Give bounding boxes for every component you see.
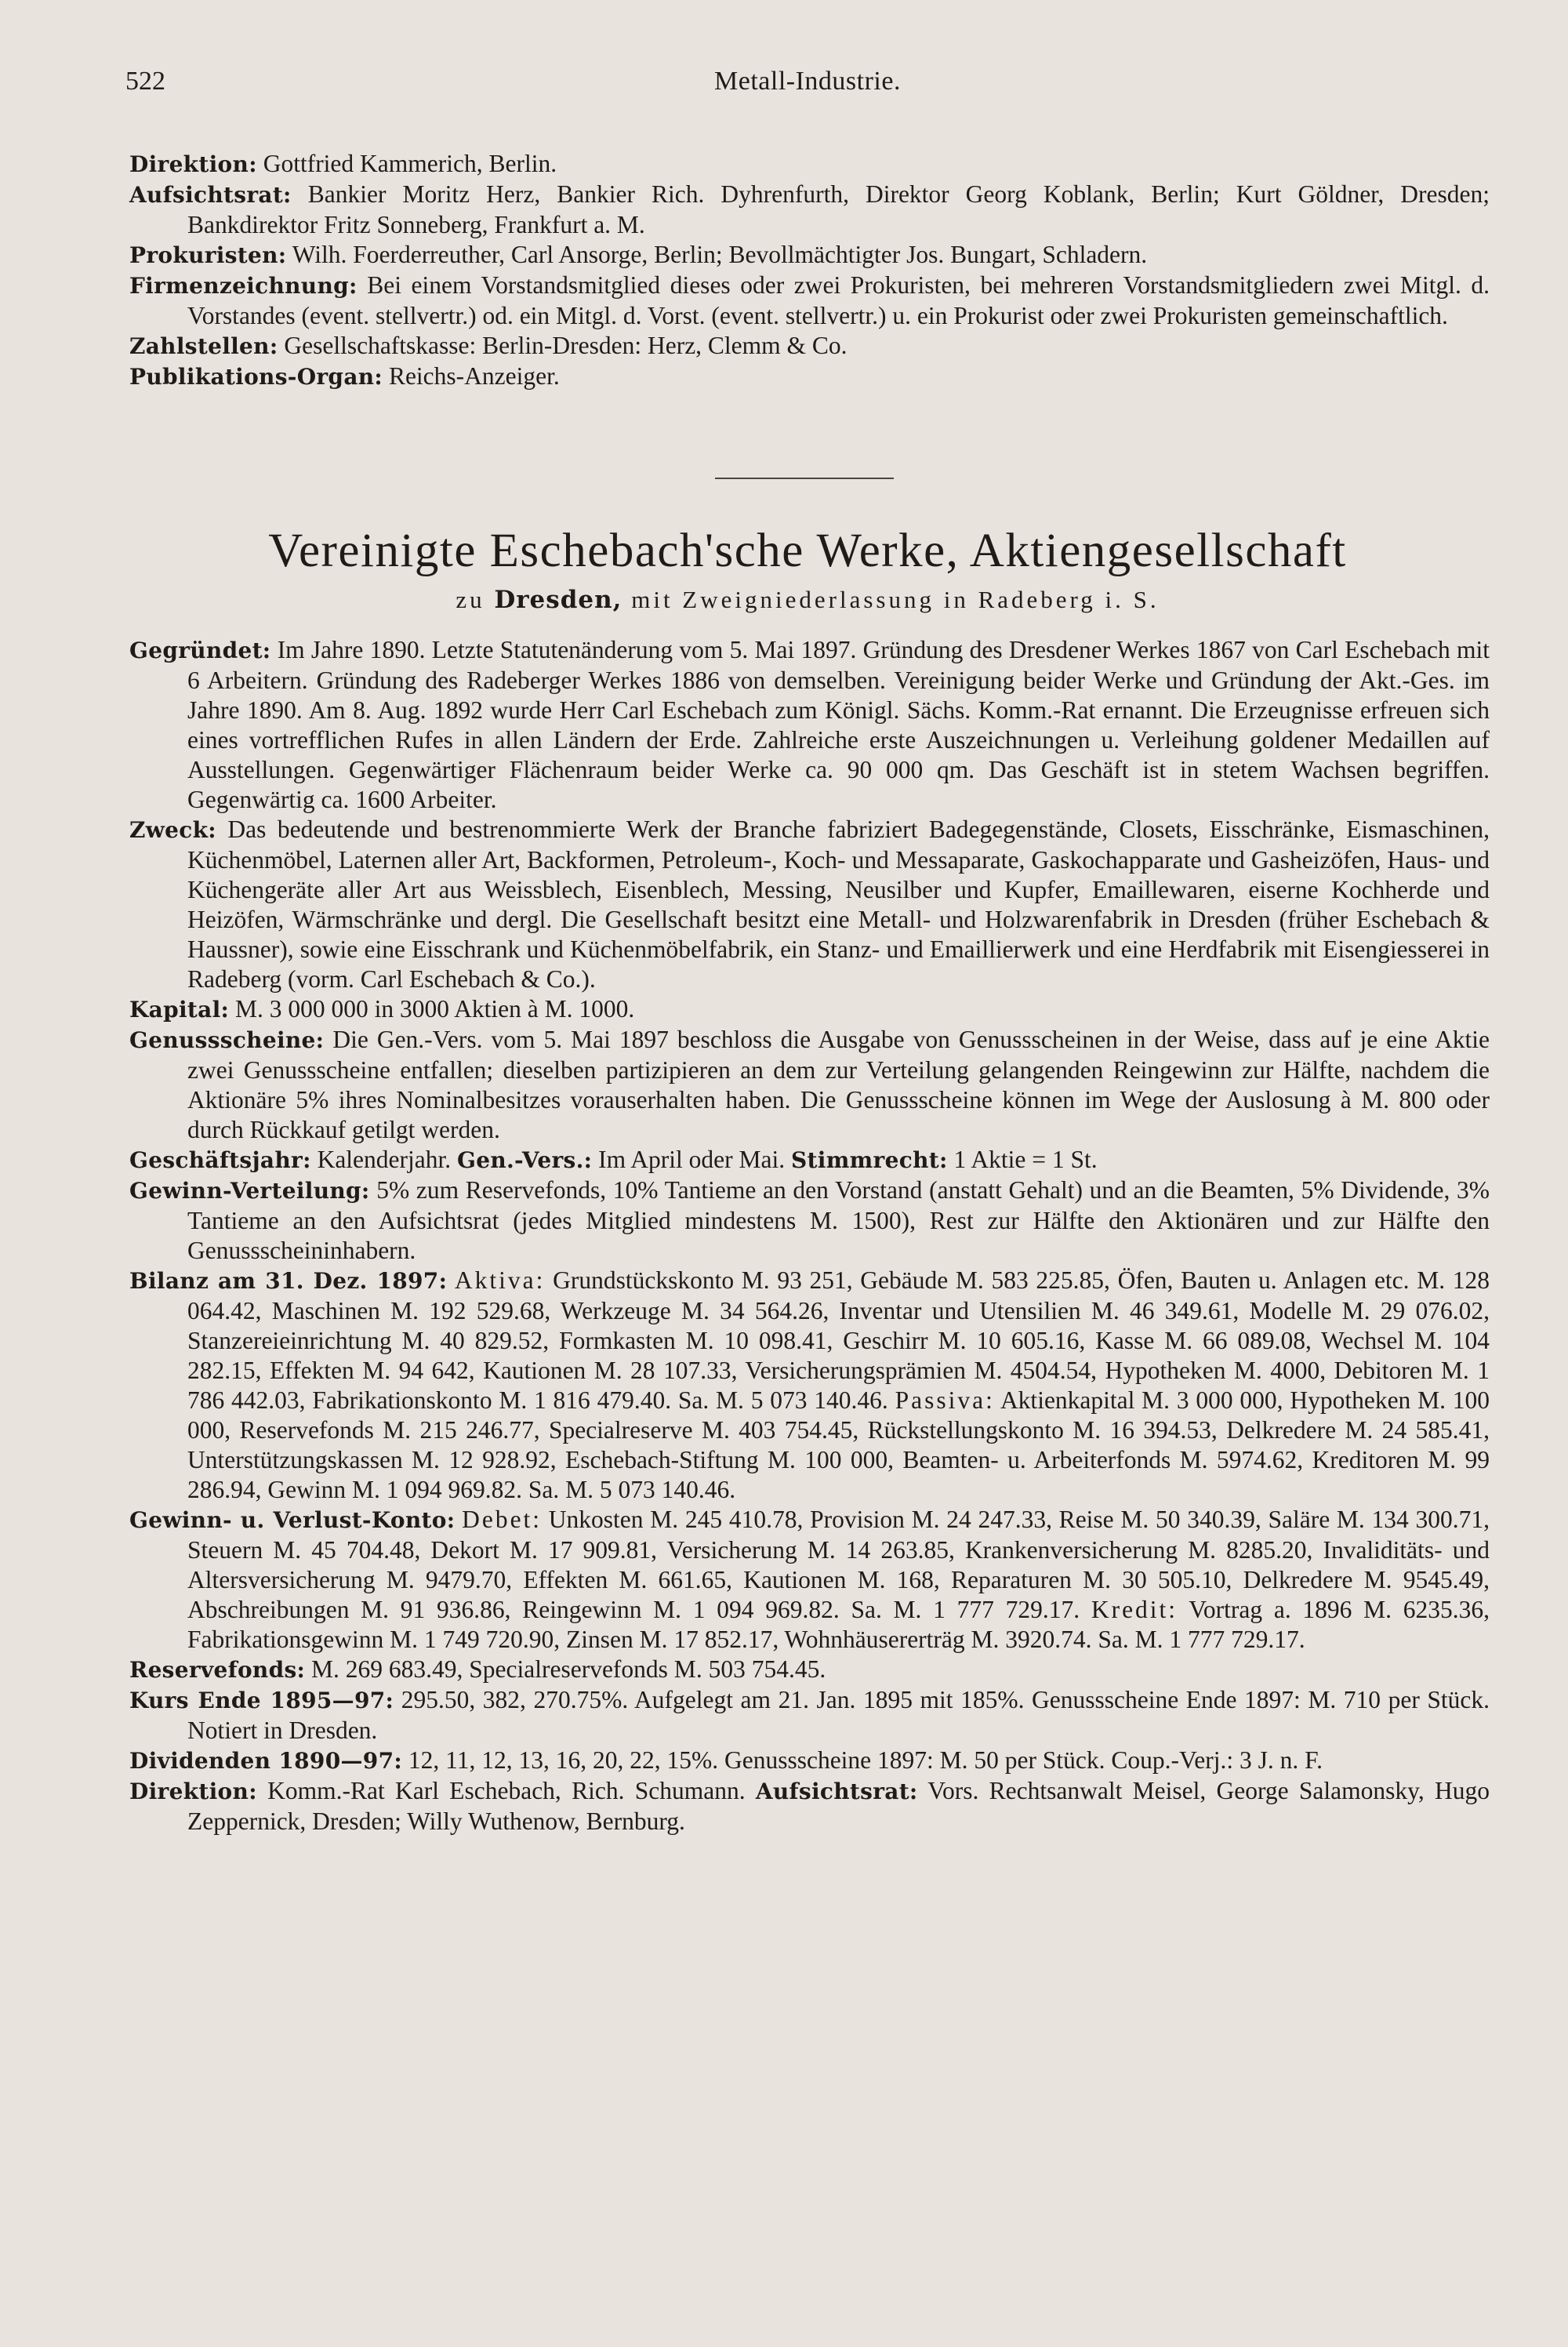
entry-gegruendet — [129, 635, 1490, 815]
bilanz-passiva-label: Passiva: — [895, 1386, 995, 1414]
entry-text: M. 3 000 000 in 3000 Aktien à M. 1000. — [235, 995, 635, 1023]
entry-label: Direktion: — [129, 151, 257, 177]
section-divider — [715, 478, 894, 479]
running-head — [125, 67, 1490, 106]
entry-text: Reichs-Anzeiger. — [388, 362, 560, 390]
entry-text-stimmrecht: 1 Aktie = 1 St. — [953, 1146, 1098, 1173]
entry-label: Publikations-Organ: — [129, 364, 383, 390]
entry-geschaeftsjahr — [129, 1145, 1490, 1175]
entry-aufsichtsrat-prev — [129, 180, 1490, 240]
entry-prokuristen-prev — [129, 240, 1490, 271]
entry-label: Kapital: — [129, 997, 230, 1023]
entry-text: 12, 11, 12, 13, 16, 20, 22, 15%. Genussscheine 1897: M. 50 per Stück. Coup.-Verj.: 3 J. n. F. — [408, 1746, 1323, 1774]
entry-text-gen-vers: Im April oder Mai. — [598, 1146, 786, 1173]
entry-label: Direktion: — [129, 1778, 257, 1804]
entry-label: Gewinn- u. Verlust-Konto: — [129, 1507, 456, 1533]
entry-label: Geschäftsjahr: — [129, 1147, 311, 1173]
entry-direktion-prev — [129, 149, 1490, 180]
entry-text: Die Gen.-Vers. vom 5. Mai 1897 beschloss die Ausgabe von Genussscheinen in der Weise, dass auf je eine Aktie zwei Genussscheine entfallen; dieselben partizipieren an dem zur Verteilung gelangenden Reingewinn zur Hälfte, nachdem die Aktionäre 5% ihres Nominalbesitzes vorauserhalten haben. Die Genussscheine können im Wege der Auslosung à M. 800 oder durch Rückkauf getilgt werden. — [187, 1026, 1490, 1143]
company-subtitle — [125, 586, 1490, 614]
bilanz-aktiva-text: Grundstückskonto M. 93 251, Gebäude M. 583 225.85, Öfen, Bauten u. Anlagen etc. M. 128 064.42, Maschinen M. 192 529.68, Werkzeuge M. 34 564.26, Inventar und Utensilien M. 46 349.61, Modelle M. 29 076.02, Stanzereieinrichtung M. 40 829.52, Formkasten M. 10 098.41, Geschirr M. 10 605.16, Kasse M. 66 089.08, Wechsel M. 104 282.15, Effekten M. 94 642, Kautionen M. 28 107.33, Versicherungsprämien M. 4504.54, Hypotheken M. 4000, Debitoren M. 1 786 442.03, Fabrikationskonto M. 1 816 479.40. Sa. M. 5 073 140.46. — [187, 1266, 1490, 1414]
entry-text: 5% zum Reservefonds, 10% Tantieme an den Vorstand (anstatt Gehalt) und an die Beamten, 5% Dividende, 3% Tantieme an den Aufsichtsrat (jedes Mitglied mindestens M. 1500), Rest zur Hälfte den Aktionären und zur Hälfte den Genussscheininhabern. — [187, 1176, 1490, 1264]
entry-label: Genussscheine: — [129, 1027, 325, 1053]
entry-kurs — [129, 1685, 1490, 1746]
entry-dividenden — [129, 1746, 1490, 1776]
previous-company-section — [129, 149, 1490, 392]
entry-label: Gewinn-Verteilung: — [129, 1178, 370, 1204]
entry-gewinn-verteilung — [129, 1175, 1490, 1266]
company-entries — [129, 635, 1490, 1837]
entry-text: Gottfried Kammerich, Berlin. — [263, 150, 557, 177]
entry-text-aufsichtsrat: Vors. Rechtsanwalt Meisel, George Salamonsky, Hugo Zeppernick, Dresden; Willy Wuthenow, Bernburg. — [187, 1777, 1490, 1835]
entry-label: Aufsichtsrat: — [129, 182, 292, 208]
company-title: Vereinigte Eschebach'sche Werke, Aktiengesellschaft — [268, 525, 1347, 577]
entry-label: Zahlstellen: — [129, 333, 278, 359]
entry-label: Gegründet: — [129, 638, 271, 663]
entry-label: Firmenzeichnung: — [129, 273, 358, 299]
running-title: Metall-Industrie. — [714, 67, 901, 96]
entry-label: Reservefonds: — [129, 1657, 306, 1683]
entry-publikations-organ-prev — [129, 361, 1490, 392]
gv-kredit-label: Kredit: — [1091, 1596, 1178, 1623]
entry-label: Dividenden 1890—97: — [129, 1748, 403, 1774]
entry-text: Bankier Moritz Herz, Bankier Rich. Dyhrenfurth, Direktor Georg Koblank, Berlin; Kurt Göldner, Dresden; Bankdirektor Fritz Sonneberg, Frankfurt a. M. — [187, 180, 1490, 238]
entry-bilanz — [129, 1266, 1490, 1505]
entry-zahlstellen-prev — [129, 331, 1490, 361]
gv-debet-label: Debet: — [462, 1506, 543, 1533]
entry-kapital — [129, 994, 1490, 1025]
subtitle-prefix: zu — [456, 586, 485, 613]
bilanz-passiva-text: Aktienkapital M. 3 000 000, Hypotheken M. 100 000, Reservefonds M. 215 246.77, Specialreserve M. 403 754.45, Rückstellungskonto M. 16 394.53, Delkredere M. 24 585.41, Unterstützungskassen M. 12 928.92, Eschebach-Stiftung M. 100 000, Beamten- u. Arbeiterfonds M. 5974.62, Kreditoren M. 99 286.94, Gewinn M. 1 094 969.82. Sa. M. 5 073 140.46. — [187, 1386, 1490, 1503]
entry-label: Kurs Ende 1895—97: — [129, 1688, 394, 1713]
entry-firmenzeichnung-prev — [129, 271, 1490, 331]
entry-label-aufsichtsrat: Aufsichtsrat: — [755, 1778, 918, 1804]
entry-text: M. 269 683.49, Specialreservefonds M. 503 754.45. — [311, 1655, 826, 1683]
gv-kredit-text: Vortrag a. 1896 M. 6235.36, Fabrikationsgewinn M. 1 749 720.90, Zinsen M. 17 852.17, Wohnhäusererträg M. 3920.74. Sa. M. 1 777 729.17. — [187, 1596, 1490, 1653]
entry-text: Im Jahre 1890. Letzte Statutenänderung vom 5. Mai 1897. Gründung des Dresdener Werkes 1867 von Carl Eschebach mit 6 Arbeitern. Gründung des Radeberger Werkes 1886 von demselben. Vereinigung beider Werke und Gründung der Akt.-Ges. im Jahre 1890. Am 8. Aug. 1892 wurde Herr Carl Eschebach zum Königl. Sächs. Komm.-Rat ernannt. Die Erzeugnisse erfreuen sich eines vortrefflichen Rufes in allen Ländern der Erde. Zahlreiche erste Auszeichnungen u. Verleihung goldener Medaillen auf Ausstellungen. Gegenwärtiger Flächenraum beider Werke ca. 90 000 qm. Das Geschäft ist in stetem Wachsen begriffen. Gegenwärtig ca. 1600 Arbeiter. — [187, 636, 1490, 813]
entry-gewinn-verlust — [129, 1505, 1490, 1655]
page-number: 522 — [125, 67, 165, 96]
entry-reservefonds — [129, 1655, 1490, 1685]
gv-debet-text: Unkosten M. 245 410.78, Provision M. 24 247.33, Reise M. 50 340.39, Saläre M. 134 300.71, Steuern M. 45 704.48, Dekort M. 17 909.81, Versicherung M. 14 263.85, Krankenversicherung M. 8285.20, Invaliditäts- und Altersversicherung M. 9479.70, Effekten M. 661.65, Kautionen M. 168, Reparaturen M. 30 505.10, Delkredere M. 9545.49, Abschreibungen M. 91 936.86, Reingewinn M. 1 094 969.82. Sa. M. 1 777 729.17. — [187, 1506, 1490, 1623]
entry-text: 295.50, 382, 270.75%. Aufgelegt am 21. Jan. 1895 mit 185%. Genussscheine Ende 1897: M. 710 per Stück. Notiert in Dresden. — [187, 1686, 1490, 1744]
entry-genussscheine — [129, 1025, 1490, 1145]
entry-label: Bilanz am 31. Dez. 1897: — [129, 1268, 448, 1294]
entry-text: Kalenderjahr. — [317, 1146, 452, 1173]
entry-text: Bei einem Vorstandsmitglied dieses oder zwei Prokuristen, bei mehreren Vorstandsmitgliedern zwei Mitgl. d. Vorstandes (event. stellvertr.) od. ein Mitgl. d. Vorst. (event. stellvertr.) u. ein Prokurist oder zwei Prokuristen gemeinschaftlich. — [187, 271, 1490, 329]
entry-text: Gesellschaftskasse: Berlin-Dresden: Herz, Clemm & Co. — [284, 332, 848, 359]
entry-zweck — [129, 815, 1490, 994]
subtitle-suffix: mit Zweigniederlassung in Radeberg i. S. — [631, 586, 1160, 613]
entry-direktion — [129, 1776, 1490, 1837]
bilanz-aktiva-label: Aktiva: — [454, 1266, 546, 1294]
entry-text: Komm.-Rat Karl Eschebach, Rich. Schumann. — [267, 1777, 746, 1804]
entry-label-gen-vers: Gen.-Vers.: — [457, 1147, 593, 1173]
subtitle-city: Dresden, — [494, 586, 622, 614]
entry-label: Zweck: — [129, 817, 216, 843]
entry-label: Prokuristen: — [129, 242, 287, 268]
entry-label-stimmrecht: Stimmrecht: — [791, 1147, 948, 1173]
entry-text: Das bedeutende und bestrenommierte Werk der Branche fabriziert Badegegenstände, Closets, Eisschränke, Eismaschinen, Küchenmöbel, Laternen aller Art, Backformen, Petroleum-, Koch- und Messaparate, Gaskochapparate und Gasheizöfen, Haus- und Küchengeräte aller Art aus Weissblech, Eisenblech, Messing, Neusilber und Kupfer, Emaillewaren, eiserne Kochherde und Heizöfen, Wärmschränke und dergl. Die Gesellschaft besitzt eine Metall- und Holzwarenfabrik in Dresden (früher Eschebach & Haussner), sowie eine Eisschrank und Küchenmöbelfabrik, ein Stanz- und Emaillierwerk und eine Herdfabrik mit Eisengiesserei in Radeberg (vorm. Carl Eschebach & Co.). — [187, 816, 1490, 993]
entry-text: Wilh. Foerderreuther, Carl Ansorge, Berlin; Bevollmächtigter Jos. Bungart, Schladern. — [292, 241, 1148, 268]
